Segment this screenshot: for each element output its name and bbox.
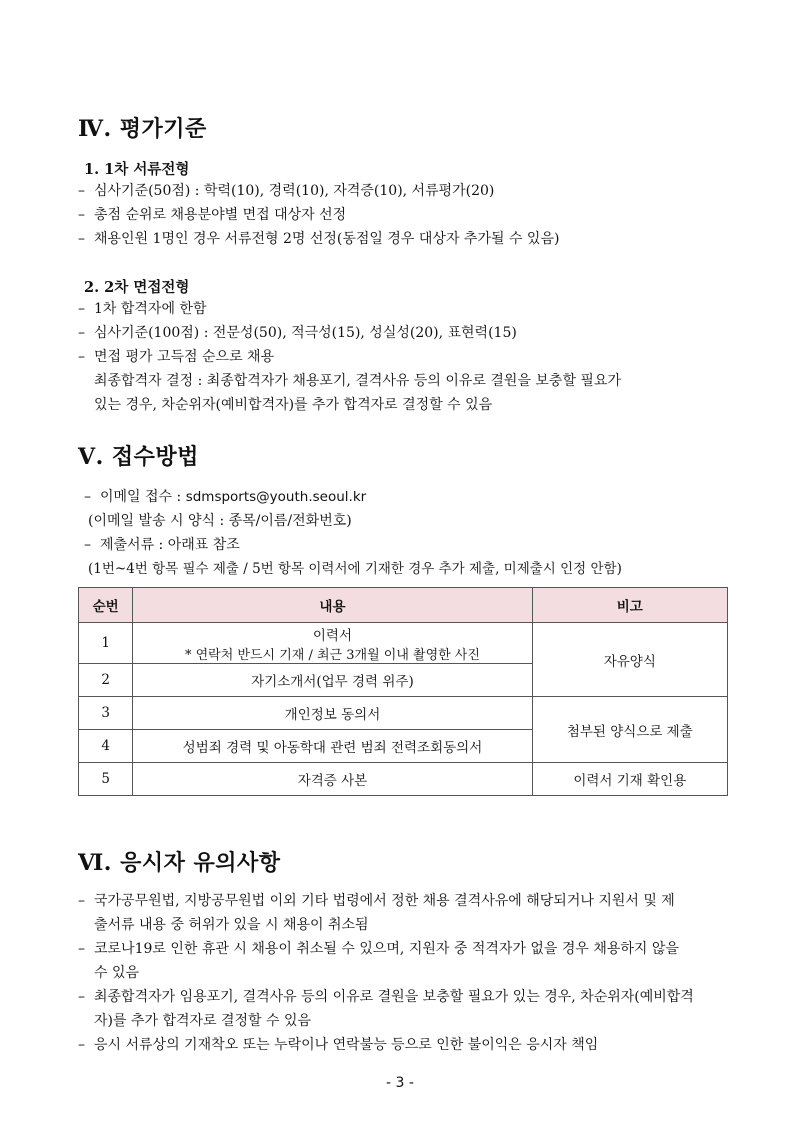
list-item: – 최종합격자가 임용포기, 결격사유 등의 이유로 결원을 보충할 필요가 있는 경우, 차순위자(예비합격	[78, 989, 694, 1005]
email-note: (이메일 발송 시 양식 : 종목/이름/전화번호)	[88, 513, 352, 529]
list-item-cont: 수 있음	[94, 965, 140, 981]
list-item: – 응시 서류상의 기재착오 또는 누락이나 연락불능 등으로 인한 불이익은 응시자 책임	[78, 1037, 599, 1053]
list-item: – 채용인원 1명인 경우 서류전형 2명 선정(동점일 경우 대상자 추가될 수 있음)	[78, 231, 560, 247]
row-no: 3	[79, 697, 133, 730]
row-no: 1	[79, 623, 133, 664]
row-content: 자기소개서(업무 경력 위주)	[133, 664, 532, 697]
list-item: – 심사기준(50점) : 학력(10), 경력(10), 자격증(10), 서류평가(20)	[78, 183, 495, 199]
list-item: – 국가공무원법, 지방공무원법 이외 기타 법령에서 정한 채용 결격사유에 해당되거나 지원서 및 제	[78, 893, 675, 909]
header-no: 순번	[79, 588, 133, 623]
row-note: 자유양식	[532, 623, 727, 697]
section-4-sub1-title: 1. 1차 서류전형	[84, 161, 190, 178]
documents-table	[78, 587, 728, 796]
email-link[interactable]: sdmsports@youth.seoul.kr	[185, 489, 367, 505]
row-note: 이력서 기재 확인용	[532, 763, 727, 796]
header-note: 비고	[532, 588, 727, 623]
row-sub-note: * 연락처 반드시 기재 / 최근 3개월 이내 촬영한 사진	[184, 647, 480, 663]
note-line: 있는 경우, 차순위자(예비합격자)를 추가 합격자로 결정할 수 있음	[94, 397, 493, 413]
section-4-sub2-title: 2. 2차 면접전형	[84, 279, 190, 296]
table-row	[79, 697, 728, 730]
row-content: 개인정보 동의서	[133, 697, 532, 730]
email-line: – 이메일 접수 : sdmsports@youth.seoul.kr	[84, 489, 367, 505]
list-item: – 심사기준(100점) : 전문성(50), 적극성(15), 성실성(20), 표현력(15)	[78, 325, 517, 341]
docs-note: (1번~4번 항목 필수 제출 / 5번 항목 이력서에 기재한 경우 추가 제출, 미제출시 인정 안함)	[88, 561, 622, 577]
list-item: – 1차 합격자에 한함	[78, 301, 207, 317]
section-5-title: Ⅴ. 접수방법	[78, 444, 199, 470]
row-content: 이력서 * 연락처 반드시 기재 / 최근 3개월 이내 촬영한 사진	[133, 623, 532, 664]
list-item: – 면접 평가 고득점 순으로 채용	[78, 349, 275, 365]
row-content: 성범죄 경력 및 아동학대 관련 범죄 전력조회동의서	[133, 730, 532, 763]
table-row	[79, 763, 728, 796]
note-line: 최종합격자 결정 : 최종합격자가 채용포기, 결격사유 등의 이유로 결원을 보충할 필요가	[94, 373, 622, 389]
page-number: - 3 -	[386, 1075, 414, 1091]
section-6-title: Ⅵ. 응시자 유의사항	[78, 850, 281, 876]
docs-line: – 제출서류 : 아래표 참조	[84, 537, 240, 553]
list-item-cont: 자)를 추가 합격자로 결정할 수 있음	[94, 1013, 312, 1029]
row-no: 2	[79, 664, 133, 697]
row-no: 4	[79, 730, 133, 763]
list-item-cont: 출서류 내용 중 허위가 있을 시 채용이 취소됨	[94, 917, 369, 933]
header-content: 내용	[133, 588, 532, 623]
list-item: – 코로나19로 인한 휴관 시 채용이 취소될 수 있으며, 지원자 중 적격자가 없을 경우 채용하지 않을	[78, 941, 679, 957]
section-4-title: Ⅳ. 평가기준	[78, 116, 207, 142]
list-item: – 총점 순위로 채용분야별 면접 대상자 선정	[78, 207, 347, 223]
row-no: 5	[79, 763, 133, 796]
row-content: 자격증 사본	[133, 763, 532, 796]
row-note: 첨부된 양식으로 제출	[532, 697, 727, 763]
table-row	[79, 623, 728, 664]
